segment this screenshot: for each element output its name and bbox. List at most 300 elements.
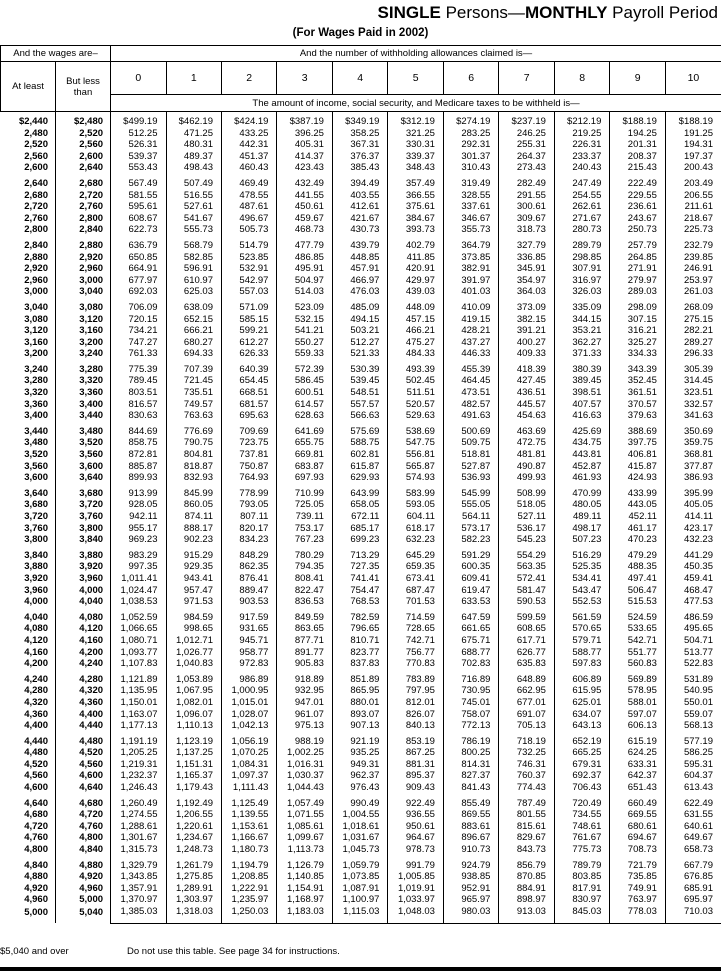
amount-cell: 997.35: [111, 561, 166, 573]
amount-cell: 626.77: [499, 647, 554, 659]
at-least-cell: 4,360: [1, 709, 56, 721]
amount-cell: 1,099.67: [277, 832, 332, 844]
table-row: [1, 685, 721, 697]
table-row: [1, 252, 721, 264]
amount-cell: 668.51: [221, 387, 276, 399]
amount-cell: 1,044.43: [277, 782, 332, 794]
amount-cell: 604.37: [683, 770, 713, 782]
amount-cell: 600.51: [277, 387, 332, 399]
amount-cell: 910.73: [443, 844, 498, 856]
amount-cell: 655.75: [277, 437, 332, 449]
amount-cell: 560.83: [610, 658, 665, 670]
amount-cell: 702.83: [443, 658, 498, 670]
amount-cell: 548.51: [332, 387, 387, 399]
amount-cell: 469.49: [221, 174, 276, 190]
at-least-cell: 4,160: [1, 647, 56, 659]
amount-cell: 810.71: [332, 635, 387, 647]
amount-cell: 679.31: [554, 759, 609, 771]
amount-cell: 822.47: [277, 585, 332, 597]
amount-cell: 1,028.07: [221, 709, 276, 721]
amount-cell: $212.19: [554, 112, 609, 128]
but-less-than-cell: 3,280: [56, 360, 111, 376]
amount-cell: 618.17: [388, 523, 443, 535]
amount-cell: 582.23: [443, 534, 498, 546]
amount-cell: 918.89: [277, 670, 332, 686]
amount-cell: 896.67: [443, 832, 498, 844]
amount-cell: 282.21: [683, 325, 713, 337]
amount-cell: 778.99: [221, 484, 276, 500]
amount-cell: 938.85: [443, 871, 498, 883]
at-least-cell: 2,800: [1, 224, 56, 236]
table-row: [1, 213, 721, 225]
amount-cell: 602.81: [332, 449, 387, 461]
amount-cell: 255.31: [499, 139, 554, 151]
amount-cell: 652.15: [166, 314, 221, 326]
amount-cell: 858.75: [111, 437, 166, 449]
amount-cell: 508.99: [499, 484, 554, 500]
amount-cell: 1,026.77: [166, 647, 221, 659]
amount-cell: 680.27: [166, 337, 221, 349]
amount-cell: 1,073.85: [332, 871, 387, 883]
amount-cell: 368.81: [683, 449, 713, 461]
but-less-than-cell: 3,720: [56, 499, 111, 511]
amount-cell: 758.07: [443, 709, 498, 721]
amount-cell: 468.73: [277, 224, 332, 236]
amount-cell: 498.43: [166, 162, 221, 174]
amount-cell: 676.85: [683, 871, 713, 883]
amount-cell: 452.87: [554, 461, 609, 473]
amount-cell: 529.63: [388, 410, 443, 422]
amount-cell: 1,135.95: [111, 685, 166, 697]
amount-cell: 321.25: [388, 128, 443, 140]
amount-cell: 1,053.89: [166, 670, 221, 686]
amount-cell: 1,191.19: [111, 732, 166, 748]
amount-cell: 643.99: [332, 484, 387, 500]
amount-cell: 998.65: [166, 623, 221, 635]
but-less-than-cell: 2,520: [56, 128, 111, 140]
amount-cell: 461.93: [554, 472, 609, 484]
amount-cell: 1,220.61: [166, 821, 221, 833]
amount-cell: 1,110.13: [166, 720, 221, 732]
but-less-than-cell: 3,480: [56, 422, 111, 438]
amount-cell: 965.97: [443, 894, 498, 906]
amount-cell: 635.83: [499, 658, 554, 670]
amount-cell: 586.25: [683, 747, 713, 759]
at-least-cell: 4,120: [1, 635, 56, 647]
table-row: [1, 224, 721, 236]
amount-cell: 1,208.85: [221, 871, 276, 883]
amount-cell: 566.63: [332, 410, 387, 422]
table-row: [1, 399, 721, 411]
amount-cell: 891.77: [277, 647, 332, 659]
amount-cell: 564.11: [443, 511, 498, 523]
but-less-than-cell: 4,240: [56, 658, 111, 670]
amount-cell: 499.93: [499, 472, 554, 484]
amount-cell: 650.85: [111, 252, 166, 264]
amount-cell: 470.23: [610, 534, 665, 546]
amount-cell: 226.31: [554, 139, 609, 151]
at-least-cell: 3,840: [1, 546, 56, 562]
amount-cell: 477.79: [277, 236, 332, 252]
amount-cell: 980.03: [443, 906, 498, 923]
amount-cell: 754.47: [332, 585, 387, 597]
amount-cell: 978.73: [388, 844, 443, 856]
amount-cell: 812.01: [388, 697, 443, 709]
amount-cell: 459.67: [277, 213, 332, 225]
amount-cell: 350.69: [683, 425, 713, 437]
amount-cell: 327.79: [499, 236, 554, 252]
amount-cell: 983.29: [111, 546, 166, 562]
but-less-than-cell: 3,680: [56, 484, 111, 500]
amount-cell: $387.19: [277, 112, 332, 128]
allowance-col-7: 7: [499, 62, 554, 95]
amount-cell: 902.23: [166, 534, 221, 546]
amount-cell: 608.65: [499, 623, 554, 635]
amount-cell: 264.85: [610, 252, 665, 264]
amount-cell: 706.43: [554, 782, 609, 794]
table-row: [1, 794, 721, 810]
amount-cell: 691.07: [499, 709, 554, 721]
amount-cell: 636.79: [111, 236, 166, 252]
amount-cell: 1,052.59: [111, 608, 166, 624]
amount-cell: 218.67: [683, 212, 713, 224]
amount-cell: 488.35: [610, 561, 665, 573]
amount-cell: 844.69: [111, 422, 166, 438]
table-row: [1, 314, 721, 326]
amount-cell: 424.93: [610, 472, 665, 484]
amount-cell: 658.73: [683, 844, 713, 856]
amount-cell: 834.23: [221, 534, 276, 546]
table-row: [1, 461, 721, 473]
amount-cell: 532.15: [277, 314, 332, 326]
table-row: [1, 844, 721, 856]
but-less-than-cell: 4,720: [56, 809, 111, 821]
but-less-than-cell: 3,840: [56, 534, 111, 546]
amount-cell: 547.75: [388, 437, 443, 449]
but-less-than-cell: 3,120: [56, 314, 111, 326]
but-less-than-cell: 2,640: [56, 162, 111, 174]
amount-cell: 718.19: [499, 732, 554, 748]
amount-cell: 929.35: [166, 561, 221, 573]
amount-cell: 599.59: [499, 608, 554, 624]
amount-cell: 391.21: [499, 325, 554, 337]
table-row: [1, 534, 721, 546]
but-less-than-cell: 4,600: [56, 770, 111, 782]
amount-cell: 586.45: [277, 375, 332, 387]
amount-cell: 797.95: [388, 685, 443, 697]
amount-cell: 942.11: [111, 511, 166, 523]
amount-cell: 309.67: [499, 213, 554, 225]
amount-cell: 1,206.55: [166, 809, 221, 821]
amount-cell: 615.87: [332, 461, 387, 473]
amount-cell: 597.07: [610, 709, 665, 721]
amount-cell: 486.85: [277, 252, 332, 264]
but-less-than-cell: 3,040: [56, 286, 111, 298]
but-less-than-cell: 3,240: [56, 348, 111, 360]
amount-cell: 595.61: [111, 201, 166, 213]
amount-cell: 921.19: [332, 732, 387, 748]
amount-cell: 1,096.07: [166, 709, 221, 721]
table-row: [1, 360, 721, 376]
amount-cell: 555.73: [166, 224, 221, 236]
amount-cell: 750.87: [221, 461, 276, 473]
amount-cell: 541.21: [277, 325, 332, 337]
but-less-than-cell: 3,800: [56, 523, 111, 535]
amount-cell: 507.23: [554, 534, 609, 546]
amount-cell: 935.25: [332, 747, 387, 759]
table-row: [1, 410, 721, 422]
amount-cell: 870.85: [499, 871, 554, 883]
amount-cell: 443.81: [554, 449, 609, 461]
amount-cell: 760.37: [499, 770, 554, 782]
amount-cell: 355.73: [443, 224, 498, 236]
at-least-cell: 4,880: [1, 871, 56, 883]
amount-cell: 761.33: [111, 348, 166, 360]
amount-cell: 714.59: [388, 608, 443, 624]
but-less-than-cell: 3,640: [56, 472, 111, 484]
amount-cell: 851.89: [332, 670, 387, 686]
amount-cell: 647.59: [443, 608, 498, 624]
amount-cell: 516.29: [554, 546, 609, 562]
but-less-than-cell: 4,560: [56, 759, 111, 771]
allowance-col-3: 3: [277, 62, 332, 95]
amount-cell: 411.85: [388, 252, 443, 264]
amount-cell: 632.23: [388, 534, 443, 546]
amount-cell: 687.47: [388, 585, 443, 597]
allowances-claimed-header: And the number of withholding allowances claimed is—: [111, 46, 721, 62]
amount-cell: 542.97: [221, 275, 276, 287]
at-least-cell: 2,560: [1, 151, 56, 163]
at-least-cell: 3,720: [1, 511, 56, 523]
amount-cell: 219.25: [554, 128, 609, 140]
but-less-than-cell: 3,360: [56, 387, 111, 399]
amount-cell: 514.79: [221, 236, 276, 252]
amount-cell: 829.67: [499, 832, 554, 844]
amount-cell: 240.43: [554, 162, 609, 174]
amount-cell: 254.55: [554, 190, 609, 202]
amount-cell: 614.57: [277, 399, 332, 411]
amount-cell: 1,329.79: [111, 856, 166, 872]
amount-cell: 590.53: [499, 596, 554, 608]
amount-cell: 318.73: [499, 224, 554, 236]
but-less-than-cell: 2,560: [56, 139, 111, 151]
amount-cell: 1,318.03: [166, 906, 221, 923]
amount-cell: 867.25: [388, 747, 443, 759]
amount-cell: 563.35: [499, 561, 554, 573]
amount-cell: 694.67: [610, 832, 665, 844]
amount-cell: 194.31: [683, 139, 713, 151]
title-monthly: MONTHLY: [524, 3, 608, 22]
amount-cell: 352.45: [610, 375, 665, 387]
amount-cell: 588.75: [332, 437, 387, 449]
amount-cell: 539.37: [111, 151, 166, 163]
amount-cell: 357.49: [388, 174, 443, 190]
amount-cell: 1,111.43: [221, 782, 276, 794]
table-row: [1, 484, 721, 500]
table-row: [1, 348, 721, 360]
amount-cell: 561.59: [554, 608, 609, 624]
amount-cell: 477.53: [683, 596, 713, 608]
at-least-cell: 4,480: [1, 747, 56, 759]
table-row: [1, 809, 721, 821]
amount-cell: 527.61: [166, 201, 221, 213]
amount-cell: 654.45: [221, 375, 276, 387]
amount-cell: 1,107.83: [111, 658, 166, 670]
but-less-than-cell: 3,160: [56, 325, 111, 337]
table-row: [1, 139, 721, 151]
amount-cell: 565.87: [388, 461, 443, 473]
amount-cell: 1,125.49: [221, 794, 276, 810]
amount-cell: 816.57: [111, 399, 166, 411]
at-least-cell: 3,960: [1, 585, 56, 597]
amount-cell: 534.41: [554, 573, 609, 585]
amount-cell: 701.53: [388, 596, 443, 608]
amount-cell: $188.19: [678, 116, 713, 127]
amount-cell: 976.43: [332, 782, 387, 794]
amount-cell: 685.17: [332, 523, 387, 535]
amount-cell: 539.45: [332, 375, 387, 387]
amount-cell: 364.03: [499, 286, 554, 298]
amount-cell: 888.17: [166, 523, 221, 535]
at-least-cell: 2,600: [1, 162, 56, 174]
amount-cell: 316.21: [610, 325, 665, 337]
amount-cell: 643.13: [554, 720, 609, 732]
table-row: [1, 162, 721, 174]
amount-cell: 764.93: [221, 472, 276, 484]
amount-cell: 793.05: [221, 499, 276, 511]
amount-cell: 1,123.19: [166, 732, 221, 748]
amount-cell: 567.49: [111, 174, 166, 190]
amount-cell: 917.59: [221, 608, 276, 624]
amount-cell: 429.97: [388, 275, 443, 287]
amount-cell: 631.55: [683, 809, 713, 821]
at-least-cell: 2,880: [1, 252, 56, 264]
amount-cell: 1,085.61: [277, 821, 332, 833]
amount-cell: 1,019.91: [388, 883, 443, 895]
at-least-cell: $2,440: [1, 112, 56, 128]
amount-cell: 820.17: [221, 523, 276, 535]
table-row: [1, 263, 721, 275]
amount-cell: 675.71: [443, 635, 498, 647]
amount-cell: 523.85: [221, 252, 276, 264]
amount-cell: 783.89: [388, 670, 443, 686]
amount-cell: 337.61: [443, 201, 498, 213]
amount-cell: 1,115.03: [332, 906, 387, 923]
but-less-than-cell: 4,320: [56, 685, 111, 697]
amount-cell: 659.35: [388, 561, 443, 573]
amount-cell: 606.13: [610, 720, 665, 732]
amount-cell: 323.51: [683, 387, 713, 399]
amount-cell: 225.73: [683, 224, 713, 236]
at-least-cell: 3,040: [1, 298, 56, 314]
amount-cell: 593.05: [388, 499, 443, 511]
amount-cell: 423.43: [277, 162, 332, 174]
amount-cell: 452.11: [610, 511, 665, 523]
amount-cell: 745.01: [443, 697, 498, 709]
amount-cell: 348.43: [388, 162, 443, 174]
at-least-cell: 3,400: [1, 410, 56, 422]
at-least-cell: 3,360: [1, 399, 56, 411]
amount-cell: 688.77: [443, 647, 498, 659]
amount-cell: 1,113.73: [277, 844, 332, 856]
table-row: [1, 732, 721, 748]
amount-cell: 379.63: [610, 410, 665, 422]
amount-cell: 521.33: [332, 348, 387, 360]
table-row: [1, 871, 721, 883]
amount-cell: 705.13: [499, 720, 554, 732]
amount-cell: 335.09: [554, 298, 609, 314]
allowance-col-4: 4: [332, 62, 387, 95]
amount-cell: 625.03: [166, 286, 221, 298]
title-persons: Persons—: [440, 3, 525, 22]
amount-cell: 556.81: [388, 449, 443, 461]
amount-cell: 525.35: [554, 561, 609, 573]
but-less-than-cell: 2,600: [56, 151, 111, 163]
but-less-than-cell: 4,000: [56, 585, 111, 597]
amount-cell: 931.65: [221, 623, 276, 635]
amount-cell: 749.57: [166, 399, 221, 411]
amount-cell: 428.21: [443, 325, 498, 337]
amount-cell: 371.33: [554, 348, 609, 360]
amount-cell: 516.55: [166, 190, 221, 202]
amount-cell: 1,261.79: [166, 856, 221, 872]
at-least-cell: 3,440: [1, 422, 56, 438]
amount-cell: 1,093.77: [111, 647, 166, 659]
table-row: [1, 387, 721, 399]
amount-cell: 1,057.49: [277, 794, 332, 810]
amount-cell: 1,087.91: [332, 883, 387, 895]
amount-cell: 615.95: [554, 685, 609, 697]
amount-cell: 496.67: [221, 213, 276, 225]
but-less-than-cell: 3,200: [56, 337, 111, 349]
amount-cell: 380.39: [554, 360, 609, 376]
amount-cell: 577.19: [683, 735, 713, 747]
amount-cell: 581.55: [111, 190, 166, 202]
amount-cell: 545.99: [443, 484, 498, 500]
amount-cell: 716.89: [443, 670, 498, 686]
header-row-columns: [1, 62, 721, 95]
amount-cell: 366.55: [388, 190, 443, 202]
table-row: [1, 112, 721, 128]
amount-cell: 533.65: [610, 623, 665, 635]
amount-cell: 468.47: [683, 584, 713, 596]
table-row: [1, 782, 721, 794]
amount-cell: 634.07: [554, 709, 609, 721]
amount-cell: 384.67: [388, 213, 443, 225]
amount-cell: 739.11: [277, 511, 332, 523]
amount-cell: 855.49: [443, 794, 498, 810]
amount-cell: 673.41: [388, 573, 443, 585]
at-least-cell: 2,480: [1, 128, 56, 140]
amount-cell: 737.81: [221, 449, 276, 461]
at-least-cell: 2,640: [1, 174, 56, 190]
amount-cell: 445.57: [499, 399, 554, 411]
amount-cell: 889.47: [221, 585, 276, 597]
amount-cell: 596.91: [166, 263, 221, 275]
amount-cell: 957.47: [166, 585, 221, 597]
amount-withheld-header: The amount of income, social security, and Medicare taxes to be withheld is—: [111, 95, 721, 112]
at-least-cell: 4,000: [1, 596, 56, 608]
amount-cell: 482.57: [443, 399, 498, 411]
amount-cell: $424.19: [221, 112, 276, 128]
amount-cell: 307.91: [554, 263, 609, 275]
amount-cell: 443.05: [610, 499, 665, 511]
amount-cell: 932.95: [277, 685, 332, 697]
amount-cell: 1,260.49: [111, 794, 166, 810]
amount-cell: 470.99: [554, 484, 609, 500]
amount-cell: $237.19: [499, 112, 554, 128]
amount-cell: 845.99: [166, 484, 221, 500]
